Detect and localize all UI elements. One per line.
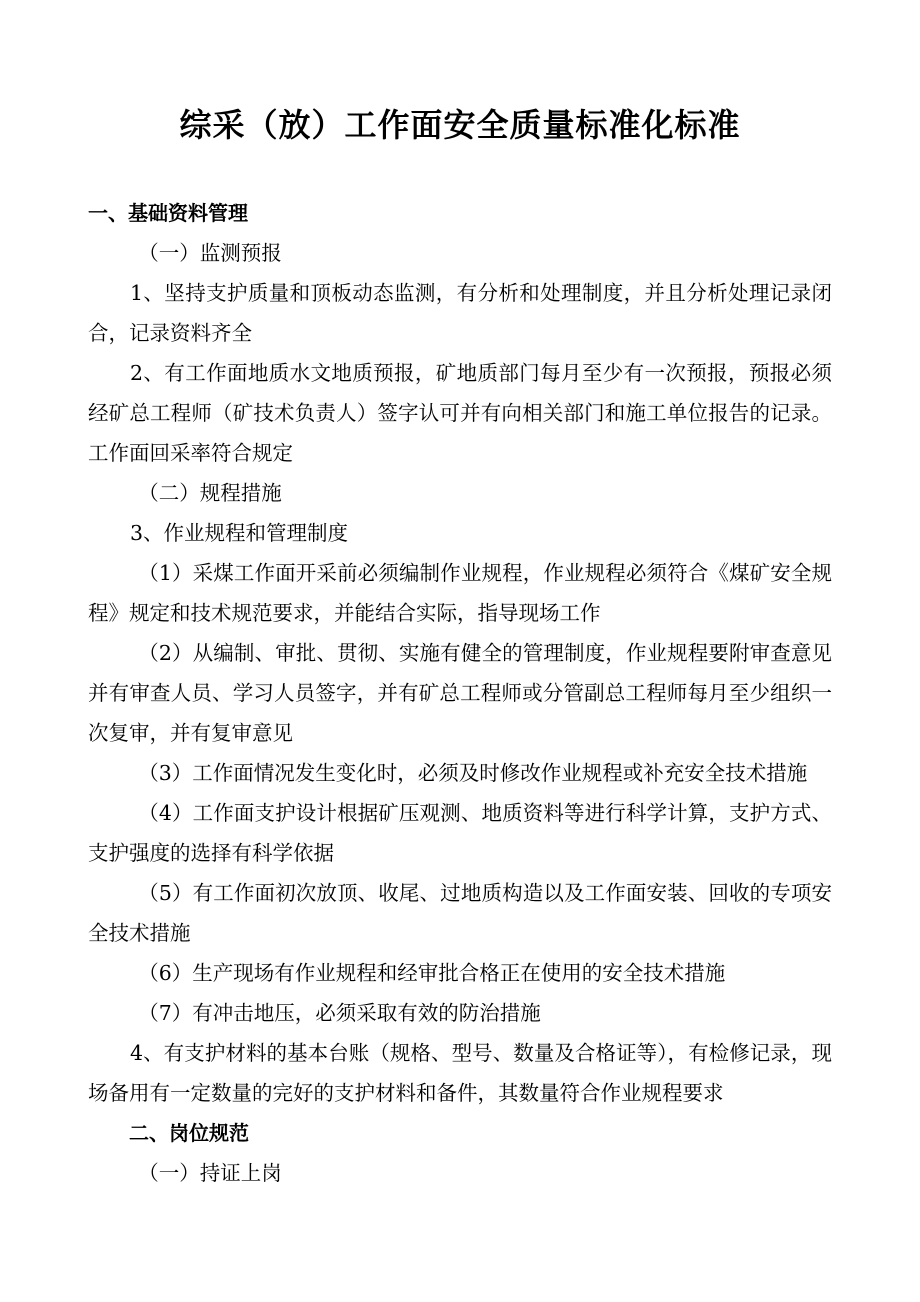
list-item: （2）从编制、审批、贯彻、实施有健全的管理制度，作业规程要附审查意见并有审查人员、学习人员签字，并有矿总工程师或分管副总工程师每月至少组织一次复审，并有复审意见 <box>88 641 832 745</box>
list-item: （7）有冲击地压，必须采取有效的防治措施 <box>138 1001 541 1025</box>
paragraph-item-2: 2、有工作面地质水文地质预报，矿地质部门每月至少有一次预报，预报必须经矿总工程师（矿技术负责人）签字认可并有向相关部门和施工单位报告的记录。工作面回采率符合规定 <box>88 361 832 465</box>
list-item: （3）工作面情况发生变化时，必须及时修改作业规程或补充安全技术措施 <box>138 761 808 785</box>
subsection-heading: （一）持证上岗 <box>138 1161 282 1185</box>
list-item: （4）工作面支护设计根据矿压观测、地质资料等进行科学计算，支护方式、支护强度的选择有科学依据 <box>88 801 832 865</box>
paragraph-item-1: 1、坚持支护质量和顶板动态监测，有分析和处理制度，并且分析处理记录闭合，记录资料齐全 <box>88 281 832 345</box>
list-item: （1）采煤工作面开采前必须编制作业规程，作业规程必须符合《煤矿安全规程》规定和技术规范要求，并能结合实际，指导现场工作 <box>88 561 832 625</box>
subsection-heading: （二）规程措施 <box>138 481 282 505</box>
section-heading-1: 一、基础资料管理 <box>88 201 248 225</box>
list-item: （6）生产现场有作业规程和经审批合格正在使用的安全技术措施 <box>138 961 726 985</box>
list-item: （5）有工作面初次放顶、收尾、过地质构造以及工作面安装、回收的专项安全技术措施 <box>88 881 832 945</box>
document-body <box>88 193 832 1193</box>
document-title: 综采（放）工作面安全质量标准化标准 <box>179 106 741 144</box>
section-heading-2: 二、岗位规范 <box>129 1121 249 1145</box>
paragraph-item-3: 3、作业规程和管理制度 <box>130 521 349 545</box>
paragraph-item-4: 4、有支护材料的基本台账（规格、型号、数量及合格证等），有检修记录，现场备用有一定数量的完好的支护材料和备件，其数量符合作业规程要求 <box>88 1041 832 1105</box>
subsection-heading: （一）监测预报 <box>138 241 282 265</box>
